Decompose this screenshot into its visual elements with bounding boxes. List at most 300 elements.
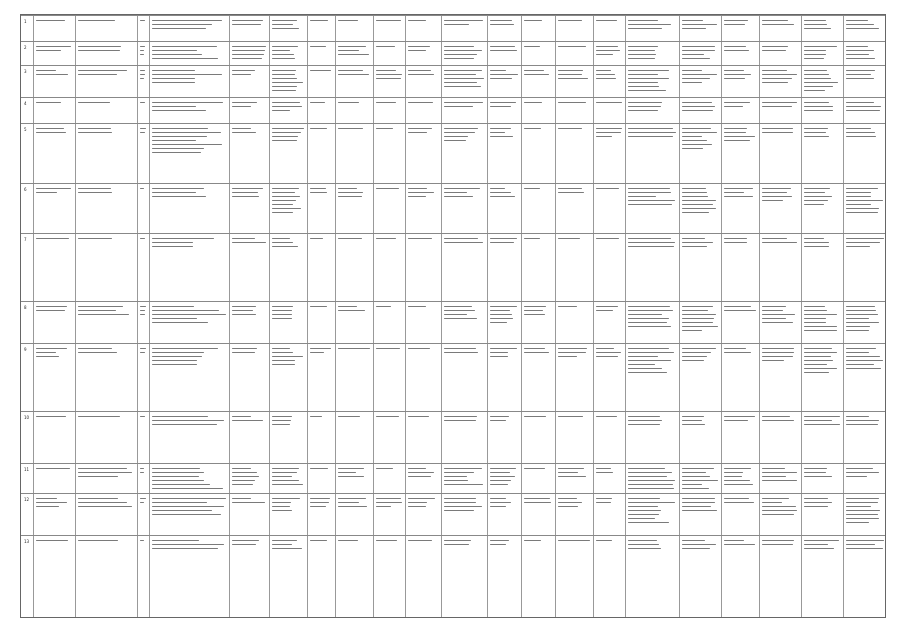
text-line-placeholder bbox=[272, 188, 299, 189]
text-line-placeholder bbox=[78, 506, 132, 507]
text-line-placeholder bbox=[140, 498, 146, 499]
text-line-placeholder bbox=[596, 20, 617, 21]
text-line-placeholder bbox=[444, 74, 476, 75]
text-line-placeholder bbox=[596, 70, 611, 71]
text-line-placeholder bbox=[78, 416, 120, 417]
text-line-placeholder bbox=[408, 238, 432, 239]
text-line-placeholder bbox=[762, 502, 782, 503]
text-line-placeholder bbox=[628, 82, 658, 83]
text-line-placeholder bbox=[762, 50, 786, 51]
text-line-placeholder bbox=[444, 476, 467, 477]
text-line-placeholder bbox=[846, 102, 874, 103]
text-line-placeholder bbox=[310, 46, 326, 47]
text-line-placeholder bbox=[152, 196, 206, 197]
text-line-placeholder bbox=[524, 540, 541, 541]
text-line-placeholder bbox=[762, 74, 797, 75]
text-line-placeholder bbox=[682, 58, 710, 59]
text-line-placeholder bbox=[682, 472, 706, 473]
text-line-placeholder bbox=[272, 54, 294, 55]
text-line-placeholder bbox=[558, 540, 590, 541]
text-line-placeholder bbox=[682, 424, 705, 425]
text-line-placeholder bbox=[490, 50, 517, 51]
text-line-placeholder bbox=[682, 200, 716, 201]
text-line-placeholder bbox=[152, 468, 200, 469]
text-line-placeholder bbox=[804, 416, 840, 417]
text-line-placeholder bbox=[444, 54, 477, 55]
text-line-placeholder bbox=[628, 50, 655, 51]
text-line-placeholder bbox=[490, 484, 508, 485]
text-line-placeholder bbox=[36, 46, 71, 47]
text-line-placeholder bbox=[762, 476, 786, 477]
text-line-placeholder bbox=[682, 208, 716, 209]
text-line-placeholder bbox=[724, 136, 755, 137]
text-line-placeholder bbox=[804, 476, 832, 477]
text-line-placeholder bbox=[152, 70, 195, 71]
text-line-placeholder bbox=[762, 514, 794, 515]
text-line-placeholder bbox=[376, 128, 393, 129]
text-line-placeholder bbox=[724, 476, 742, 477]
text-line-placeholder bbox=[846, 502, 878, 503]
text-line-placeholder bbox=[628, 484, 673, 485]
text-line-placeholder bbox=[628, 86, 659, 87]
text-line-placeholder bbox=[78, 314, 129, 315]
text-line-placeholder bbox=[724, 472, 743, 473]
text-line-placeholder bbox=[444, 58, 474, 59]
text-line-placeholder bbox=[232, 238, 255, 239]
text-line-placeholder bbox=[232, 102, 257, 103]
text-line-placeholder bbox=[490, 238, 517, 239]
table-row bbox=[21, 65, 885, 97]
text-line-placeholder bbox=[272, 498, 300, 499]
text-line-placeholder bbox=[36, 468, 70, 469]
text-line-placeholder bbox=[338, 50, 359, 51]
text-line-placeholder bbox=[152, 352, 204, 353]
text-line-placeholder bbox=[628, 204, 672, 205]
text-line-placeholder bbox=[232, 24, 261, 25]
text-line-placeholder bbox=[232, 502, 265, 503]
text-line-placeholder bbox=[444, 24, 469, 25]
text-line-placeholder bbox=[232, 348, 257, 349]
text-line-placeholder bbox=[140, 468, 144, 469]
text-line-placeholder bbox=[36, 502, 67, 503]
table-row bbox=[21, 493, 885, 535]
text-line-placeholder bbox=[682, 544, 716, 545]
text-line-placeholder bbox=[152, 420, 224, 421]
text-line-placeholder bbox=[846, 368, 881, 369]
text-line-placeholder bbox=[846, 74, 871, 75]
text-line-placeholder bbox=[524, 498, 550, 499]
text-line-placeholder bbox=[376, 46, 395, 47]
text-line-placeholder bbox=[272, 192, 295, 193]
text-line-placeholder bbox=[232, 498, 251, 499]
text-line-placeholder bbox=[232, 20, 263, 21]
text-line-placeholder bbox=[804, 110, 833, 111]
text-line-placeholder bbox=[558, 20, 582, 21]
text-line-placeholder bbox=[490, 306, 517, 307]
text-line-placeholder bbox=[682, 106, 715, 107]
text-line-placeholder bbox=[408, 506, 426, 507]
text-line-placeholder bbox=[628, 544, 659, 545]
text-line-placeholder bbox=[232, 132, 256, 133]
text-line-placeholder bbox=[804, 78, 831, 79]
text-line-placeholder bbox=[490, 196, 515, 197]
text-line-placeholder bbox=[596, 74, 615, 75]
text-line-placeholder bbox=[558, 70, 583, 71]
text-line-placeholder bbox=[846, 192, 871, 193]
text-line-placeholder bbox=[36, 188, 71, 189]
text-line-placeholder bbox=[444, 480, 468, 481]
text-line-placeholder bbox=[232, 188, 263, 189]
text-line-placeholder bbox=[724, 50, 749, 51]
text-line-placeholder bbox=[846, 310, 876, 311]
text-line-placeholder bbox=[232, 106, 251, 107]
text-line-placeholder bbox=[444, 242, 483, 243]
table-row bbox=[21, 123, 885, 183]
text-line-placeholder bbox=[628, 476, 667, 477]
text-line-placeholder bbox=[596, 540, 612, 541]
text-line-placeholder bbox=[724, 74, 751, 75]
text-line-placeholder bbox=[762, 472, 797, 473]
text-line-placeholder bbox=[272, 352, 293, 353]
text-line-placeholder bbox=[682, 352, 711, 353]
text-line-placeholder bbox=[804, 82, 838, 83]
text-line-placeholder bbox=[338, 128, 363, 129]
text-line-placeholder bbox=[376, 306, 391, 307]
text-line-placeholder bbox=[682, 54, 704, 55]
text-line-placeholder bbox=[152, 348, 218, 349]
text-line-placeholder bbox=[724, 348, 746, 349]
text-line-placeholder bbox=[682, 148, 703, 149]
text-line-placeholder bbox=[628, 78, 669, 79]
text-line-placeholder bbox=[152, 306, 194, 307]
text-line-placeholder bbox=[444, 132, 475, 133]
text-line-placeholder bbox=[804, 368, 837, 369]
text-line-placeholder bbox=[682, 140, 707, 141]
text-line-placeholder bbox=[152, 58, 218, 59]
text-line-placeholder bbox=[36, 416, 66, 417]
text-line-placeholder bbox=[846, 46, 868, 47]
text-line-placeholder bbox=[724, 20, 748, 21]
text-line-placeholder bbox=[152, 480, 204, 481]
text-line-placeholder bbox=[310, 128, 327, 129]
text-line-placeholder bbox=[152, 514, 221, 515]
text-line-placeholder bbox=[762, 506, 796, 507]
text-line-placeholder bbox=[152, 238, 214, 239]
text-line-placeholder bbox=[846, 196, 871, 197]
text-line-placeholder bbox=[846, 472, 879, 473]
text-line-placeholder bbox=[804, 348, 832, 349]
text-line-placeholder bbox=[490, 322, 507, 323]
text-line-placeholder bbox=[804, 356, 831, 357]
text-line-placeholder bbox=[36, 238, 69, 239]
text-line-placeholder bbox=[558, 188, 582, 189]
text-line-placeholder bbox=[272, 204, 293, 205]
text-line-placeholder bbox=[338, 498, 366, 499]
text-line-placeholder bbox=[724, 420, 748, 421]
text-line-placeholder bbox=[140, 70, 145, 71]
text-line-placeholder bbox=[36, 506, 59, 507]
text-line-placeholder bbox=[682, 46, 715, 47]
text-line-placeholder bbox=[682, 540, 705, 541]
text-line-placeholder bbox=[762, 200, 783, 201]
text-line-placeholder bbox=[596, 50, 620, 51]
text-line-placeholder bbox=[78, 498, 118, 499]
text-line-placeholder bbox=[846, 356, 880, 357]
text-line-placeholder bbox=[804, 360, 833, 361]
text-line-placeholder bbox=[558, 46, 586, 47]
text-line-placeholder bbox=[152, 242, 193, 243]
text-line-placeholder bbox=[762, 348, 794, 349]
text-line-placeholder bbox=[596, 416, 617, 417]
text-line-placeholder bbox=[846, 238, 884, 239]
text-line-placeholder bbox=[846, 58, 875, 59]
text-line-placeholder bbox=[152, 356, 202, 357]
text-line-placeholder bbox=[272, 360, 295, 361]
text-line-placeholder bbox=[338, 54, 369, 55]
text-line-placeholder bbox=[152, 102, 223, 103]
document-table bbox=[20, 14, 886, 618]
text-line-placeholder bbox=[152, 360, 197, 361]
text-line-placeholder bbox=[444, 102, 483, 103]
text-line-placeholder bbox=[628, 74, 658, 75]
text-line-placeholder bbox=[682, 82, 702, 83]
text-line-placeholder bbox=[804, 540, 839, 541]
text-line-placeholder bbox=[140, 472, 144, 473]
text-line-placeholder bbox=[310, 70, 331, 71]
text-line-placeholder bbox=[804, 352, 837, 353]
text-line-placeholder bbox=[36, 352, 56, 353]
text-line-placeholder bbox=[490, 128, 511, 129]
text-line-placeholder bbox=[762, 238, 787, 239]
text-line-placeholder bbox=[682, 132, 717, 133]
text-line-placeholder bbox=[152, 132, 221, 133]
table-row bbox=[21, 463, 885, 493]
row-number: 13 bbox=[24, 539, 30, 544]
text-line-placeholder bbox=[724, 70, 744, 71]
text-line-placeholder bbox=[272, 86, 297, 87]
text-line-placeholder bbox=[408, 50, 426, 51]
text-line-placeholder bbox=[682, 348, 716, 349]
text-line-placeholder bbox=[140, 50, 144, 51]
text-line-placeholder bbox=[444, 506, 482, 507]
text-line-placeholder bbox=[408, 476, 431, 477]
text-line-placeholder bbox=[628, 548, 661, 549]
text-line-placeholder bbox=[408, 502, 427, 503]
text-line-placeholder bbox=[682, 484, 702, 485]
text-line-placeholder bbox=[490, 314, 512, 315]
text-line-placeholder bbox=[804, 46, 837, 47]
text-line-placeholder bbox=[78, 74, 117, 75]
text-line-placeholder bbox=[272, 310, 292, 311]
text-line-placeholder bbox=[232, 314, 256, 315]
text-line-placeholder bbox=[628, 420, 662, 421]
text-line-placeholder bbox=[724, 78, 745, 79]
text-line-placeholder bbox=[338, 20, 358, 21]
text-line-placeholder bbox=[628, 200, 675, 201]
text-line-placeholder bbox=[444, 78, 484, 79]
text-line-placeholder bbox=[272, 480, 299, 481]
text-line-placeholder bbox=[140, 502, 144, 503]
text-line-placeholder bbox=[444, 86, 481, 87]
text-line-placeholder bbox=[596, 238, 619, 239]
text-line-placeholder bbox=[490, 310, 510, 311]
text-line-placeholder bbox=[490, 502, 511, 503]
text-line-placeholder bbox=[78, 502, 127, 503]
text-line-placeholder bbox=[310, 498, 330, 499]
text-line-placeholder bbox=[490, 498, 506, 499]
text-line-placeholder bbox=[804, 70, 827, 71]
text-line-placeholder bbox=[596, 188, 619, 189]
text-line-placeholder bbox=[444, 188, 480, 189]
text-line-placeholder bbox=[444, 238, 478, 239]
text-line-placeholder bbox=[804, 192, 825, 193]
text-line-placeholder bbox=[804, 468, 827, 469]
table-row bbox=[21, 411, 885, 463]
text-line-placeholder bbox=[310, 102, 325, 103]
text-line-placeholder bbox=[846, 200, 883, 201]
text-line-placeholder bbox=[596, 472, 613, 473]
text-line-placeholder bbox=[846, 498, 879, 499]
text-line-placeholder bbox=[376, 348, 400, 349]
text-line-placeholder bbox=[682, 238, 705, 239]
text-line-placeholder bbox=[558, 192, 584, 193]
text-line-placeholder bbox=[376, 78, 401, 79]
text-line-placeholder bbox=[338, 306, 357, 307]
text-line-placeholder bbox=[724, 188, 753, 189]
text-line-placeholder bbox=[724, 416, 755, 417]
text-line-placeholder bbox=[804, 90, 825, 91]
text-line-placeholder bbox=[490, 540, 509, 541]
text-line-placeholder bbox=[490, 420, 506, 421]
text-line-placeholder bbox=[78, 468, 127, 469]
text-line-placeholder bbox=[846, 50, 874, 51]
text-line-placeholder bbox=[628, 128, 673, 129]
text-line-placeholder bbox=[846, 544, 875, 545]
table-row bbox=[21, 183, 885, 233]
text-line-placeholder bbox=[272, 132, 301, 133]
text-line-placeholder bbox=[846, 548, 883, 549]
text-line-placeholder bbox=[846, 360, 883, 361]
text-line-placeholder bbox=[272, 476, 292, 477]
text-line-placeholder bbox=[272, 70, 296, 71]
text-line-placeholder bbox=[140, 348, 146, 349]
text-line-placeholder bbox=[310, 416, 322, 417]
text-line-placeholder bbox=[272, 196, 300, 197]
text-line-placeholder bbox=[36, 192, 57, 193]
text-line-placeholder bbox=[490, 74, 518, 75]
text-line-placeholder bbox=[152, 78, 195, 79]
text-line-placeholder bbox=[152, 416, 208, 417]
text-line-placeholder bbox=[558, 352, 586, 353]
text-line-placeholder bbox=[310, 20, 328, 21]
text-line-placeholder bbox=[78, 540, 118, 541]
text-line-placeholder bbox=[272, 102, 300, 103]
text-line-placeholder bbox=[596, 54, 613, 55]
text-line-placeholder bbox=[628, 502, 675, 503]
text-line-placeholder bbox=[78, 310, 116, 311]
text-line-placeholder bbox=[628, 326, 671, 327]
text-line-placeholder bbox=[724, 106, 743, 107]
text-line-placeholder bbox=[846, 204, 871, 205]
text-line-placeholder bbox=[804, 242, 829, 243]
text-line-placeholder bbox=[272, 78, 297, 79]
text-line-placeholder bbox=[804, 364, 827, 365]
text-line-placeholder bbox=[804, 24, 827, 25]
text-line-placeholder bbox=[724, 468, 751, 469]
text-line-placeholder bbox=[628, 20, 658, 21]
text-line-placeholder bbox=[762, 318, 786, 319]
text-line-placeholder bbox=[804, 498, 828, 499]
text-line-placeholder bbox=[78, 348, 112, 349]
text-line-placeholder bbox=[408, 188, 427, 189]
text-line-placeholder bbox=[490, 136, 513, 137]
text-line-placeholder bbox=[232, 74, 251, 75]
text-line-placeholder bbox=[376, 416, 399, 417]
text-line-placeholder bbox=[78, 128, 111, 129]
text-line-placeholder bbox=[232, 58, 262, 59]
text-line-placeholder bbox=[558, 356, 577, 357]
text-line-placeholder bbox=[338, 476, 364, 477]
text-line-placeholder bbox=[628, 102, 662, 103]
text-line-placeholder bbox=[682, 480, 718, 481]
text-line-placeholder bbox=[846, 28, 879, 29]
text-line-placeholder bbox=[272, 58, 295, 59]
text-line-placeholder bbox=[524, 238, 540, 239]
text-line-placeholder bbox=[272, 348, 290, 349]
text-line-placeholder bbox=[596, 356, 618, 357]
text-line-placeholder bbox=[408, 472, 434, 473]
text-line-placeholder bbox=[628, 480, 675, 481]
text-line-placeholder bbox=[628, 136, 673, 137]
text-line-placeholder bbox=[272, 510, 292, 511]
text-line-placeholder bbox=[762, 360, 784, 361]
text-line-placeholder bbox=[152, 424, 217, 425]
text-line-placeholder bbox=[444, 420, 476, 421]
text-line-placeholder bbox=[78, 472, 132, 473]
text-line-placeholder bbox=[628, 46, 658, 47]
text-line-placeholder bbox=[444, 502, 476, 503]
text-line-placeholder bbox=[846, 78, 874, 79]
text-line-placeholder bbox=[804, 50, 826, 51]
text-line-placeholder bbox=[490, 472, 510, 473]
text-line-placeholder bbox=[628, 28, 662, 29]
text-line-placeholder bbox=[524, 468, 545, 469]
text-line-placeholder bbox=[272, 46, 298, 47]
text-line-placeholder bbox=[724, 132, 746, 133]
text-line-placeholder bbox=[846, 242, 880, 243]
text-line-placeholder bbox=[724, 540, 744, 541]
text-line-placeholder bbox=[524, 416, 546, 417]
text-line-placeholder bbox=[152, 24, 212, 25]
text-line-placeholder bbox=[804, 246, 829, 247]
text-line-placeholder bbox=[682, 24, 717, 25]
text-line-placeholder bbox=[558, 74, 582, 75]
row-number: 5 bbox=[24, 127, 27, 132]
text-line-placeholder bbox=[272, 90, 296, 91]
text-line-placeholder bbox=[762, 420, 794, 421]
text-line-placeholder bbox=[376, 70, 396, 71]
text-line-placeholder bbox=[78, 46, 121, 47]
text-line-placeholder bbox=[152, 364, 197, 365]
text-line-placeholder bbox=[152, 488, 223, 489]
text-line-placeholder bbox=[628, 306, 670, 307]
text-line-placeholder bbox=[272, 416, 292, 417]
text-line-placeholder bbox=[232, 46, 266, 47]
text-line-placeholder bbox=[140, 132, 145, 133]
text-line-placeholder bbox=[846, 24, 874, 25]
text-line-placeholder bbox=[596, 310, 613, 311]
text-line-placeholder bbox=[338, 310, 365, 311]
